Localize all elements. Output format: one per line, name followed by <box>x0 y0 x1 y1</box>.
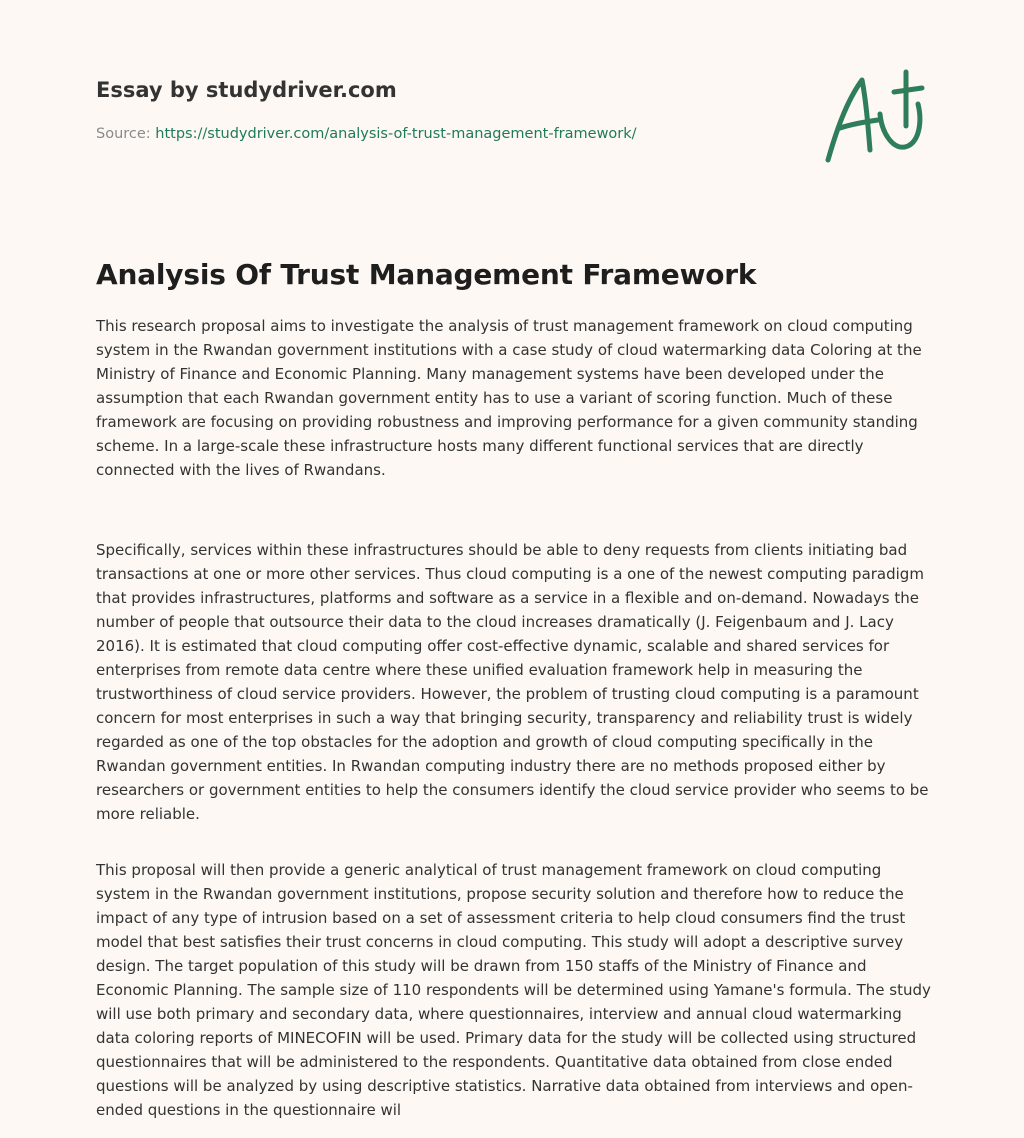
a-plus-logo-icon <box>818 66 930 166</box>
page-header <box>96 76 796 144</box>
source-label: Source: <box>96 126 156 142</box>
source-line <box>96 124 796 144</box>
article-paragraph-2: Specifically, services within these infrastructures should be able to deny requests from clients initiating bad transactions at one or more other services. Thus cloud computing is a one of the newest computing paradigm that provides infrastructures, platforms and software as a service in a flexible and on-demand. Nowadays the number of people that outsource their data to the cloud increases dramatically (J. Feigenbaum and J. Lacy 2016). It is estimated that cloud computing offer cost-effective dynamic, scalable and shared services for enterprises from remote data centre where these unified evaluation framework help in measuring the trustworthiness of cloud service providers. However, the problem of trusting cloud computing is a paramount concern for most enterprises in such a way that bringing security, transparency and reliability trust is widely regarded as one of the top obstacles for the adoption and growth of cloud computing specifically in the Rwandan government entities. In Rwandan computing industry there are no methods proposed either by researchers or government entities to help the consumers identify the cloud service provider who seems to be more reliable. <box>96 541 929 823</box>
source-link[interactable]: https://studydriver.com/analysis-of-trust-management-framework/ <box>155 126 637 142</box>
a-plus-logo-graphic <box>818 66 930 166</box>
article-paragraph-1: This research proposal aims to investigate the analysis of trust management framework on cloud computing system in the Rwandan government institutions with a case study of cloud watermarking data Coloring at the Ministry of Finance and Economic Planning. Many management systems have been developed under the assumption that each Rwandan government entity has to use a variant of scoring function. Much of these framework are focusing on providing robustness and improving performance for a given community standing scheme. In a large-scale these infrastructure hosts many different functional services that are directly connected with the lives of Rwandans. <box>96 317 922 479</box>
site-brand: Essay by studydriver.com <box>96 78 397 102</box>
article-paragraph-3: This proposal will then provide a generic analytical of trust management framework on cloud computing system in the Rwandan government institutions, propose security solution and therefore how to reduce the impact of any type of intrusion based on a set of assessment criteria to help cloud consumers find the trust model that best satisfies their trust concerns in cloud computing. This study will adopt a descriptive survey design. The target population of this study will be drawn from 150 staffs of the Ministry of Finance and Economic Planning. The sample size of 110 respondents will be determined using Yamane's formula. The study will use both primary and secondary data, where questionnaires, interview and annual cloud watermarking data coloring reports of MINECOFIN will be used. Primary data for the study will be collected using structured questionnaires that will be administered to the respondents. Quantitative data obtained from close ended questions will be analyzed by using descriptive statistics. Narrative data obtained from interviews and open-ended questions in the questionnaire wil <box>96 861 931 1119</box>
article-title: Analysis Of Trust Management Framework <box>96 258 757 291</box>
